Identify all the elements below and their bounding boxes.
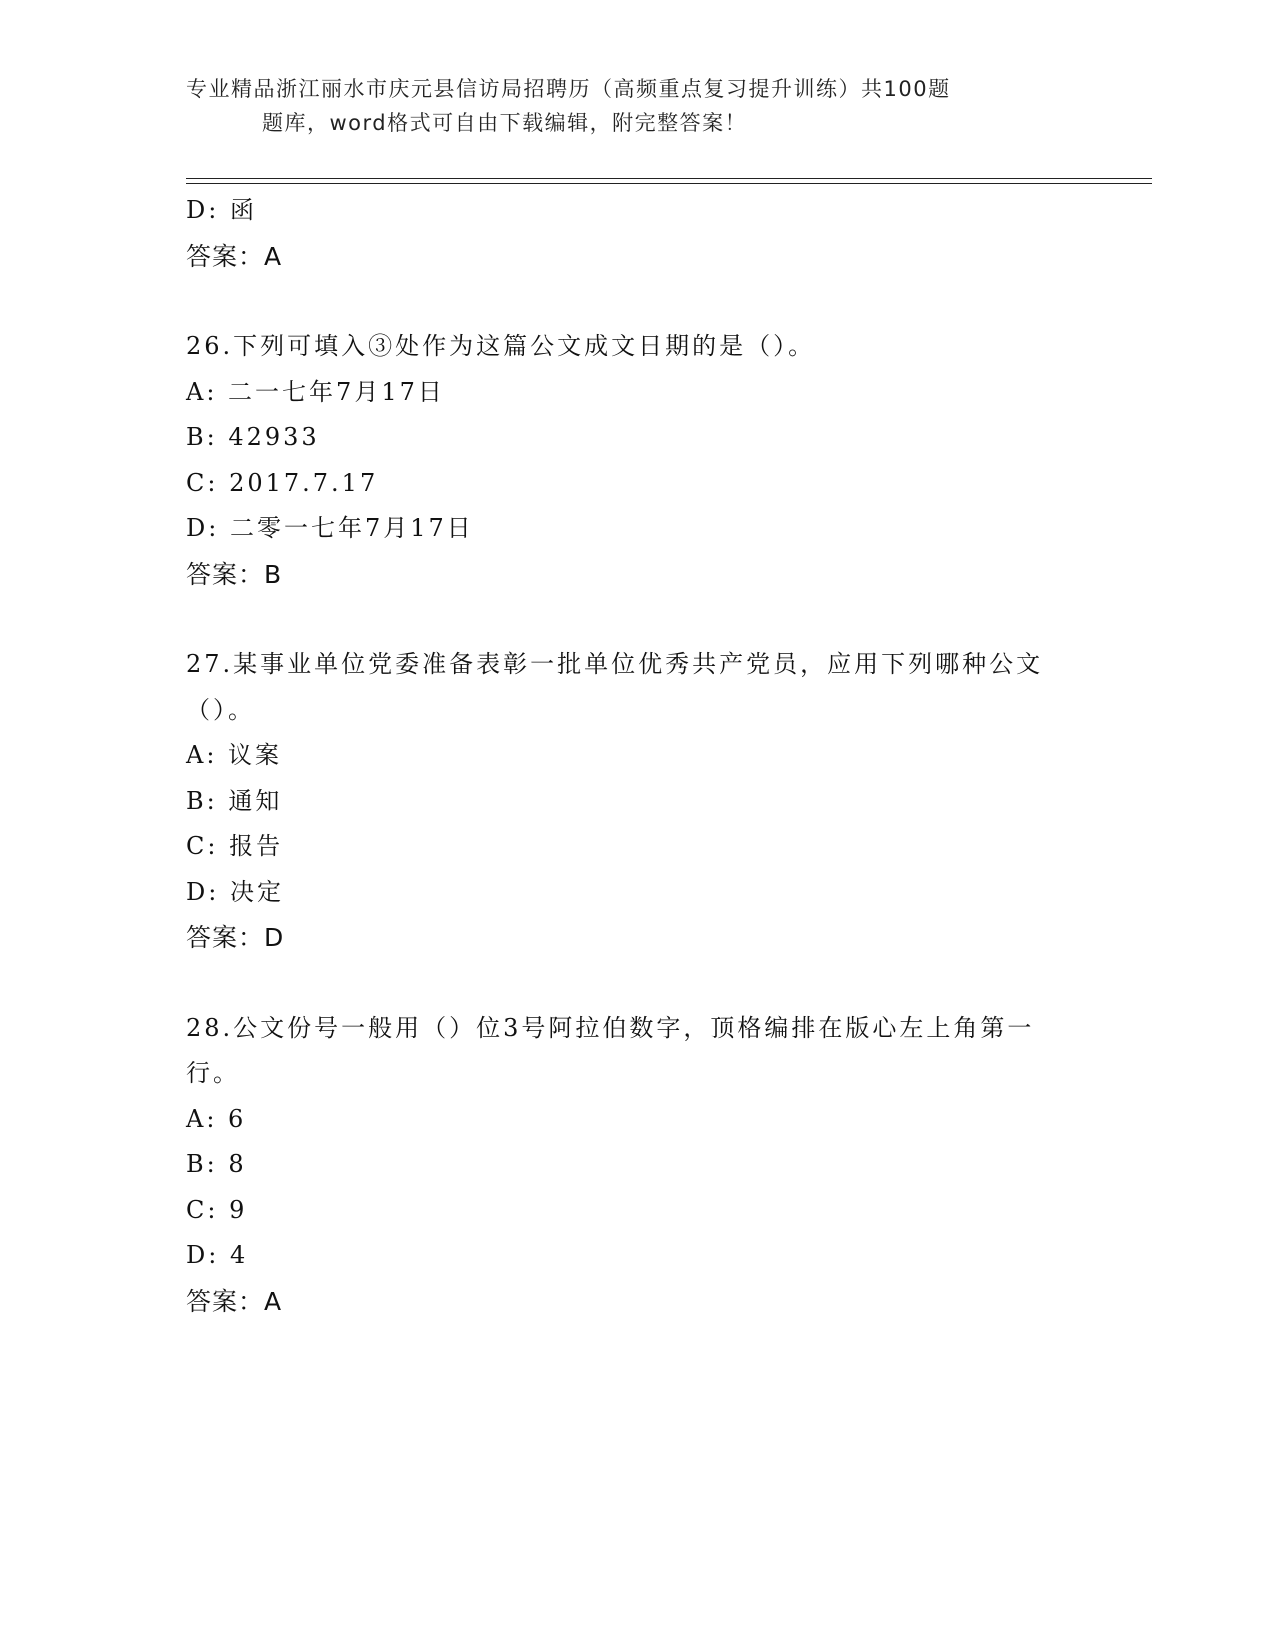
spacer <box>186 961 1086 1006</box>
option-a: A: 二一七年7月17日 <box>186 377 445 406</box>
header-rule-top <box>186 178 1152 179</box>
option-b: B: 通知 <box>186 786 283 815</box>
question-text: 26.下列可填入③处作为这篇公文成文日期的是（）。 <box>186 332 816 360</box>
answer: 答案：D <box>186 923 285 952</box>
prev-answer: 答案：A <box>186 241 283 271</box>
option-c: C: 报告 <box>186 832 284 860</box>
header-rule-bottom <box>186 183 1152 184</box>
question-28 <box>186 1006 1086 1325</box>
answer: 答案：A <box>186 1286 283 1316</box>
document-header <box>186 72 1066 140</box>
prev-option-d: D: 函 <box>186 196 257 224</box>
header-title-line-1: 专业精品浙江丽水市庆元县信访局招聘历（高频重点复习提升训练）共100题 <box>186 77 951 101</box>
option-b: B: 8 <box>186 1150 247 1178</box>
option-d: D: 4 <box>186 1241 249 1269</box>
option-c: C: 9 <box>186 1195 248 1224</box>
question-27 <box>186 642 1086 961</box>
answer: 答案：B <box>186 559 283 589</box>
question-text: 27.某事业单位党委准备表彰一批单位优秀共产党员，应用下列哪种公文（）。 <box>186 650 1044 724</box>
option-a: A: 议案 <box>186 741 283 769</box>
spacer <box>186 279 1086 324</box>
option-d: D: 决定 <box>186 877 284 906</box>
document-body <box>186 188 1086 1324</box>
option-d: D: 二零一七年7月17日 <box>186 514 474 542</box>
option-c: C: 2017.7.17 <box>186 468 379 497</box>
spacer <box>186 597 1086 642</box>
option-b: B: 42933 <box>186 423 320 451</box>
option-a: A: 6 <box>186 1104 247 1133</box>
question-text: 28.公文份号一般用（）位3号阿拉伯数字，顶格编排在版心左上角第一行。 <box>186 1013 1035 1087</box>
question-26 <box>186 324 1086 597</box>
header-title-line-2: 题库，word格式可自由下载编辑，附完整答案！ <box>262 111 748 135</box>
